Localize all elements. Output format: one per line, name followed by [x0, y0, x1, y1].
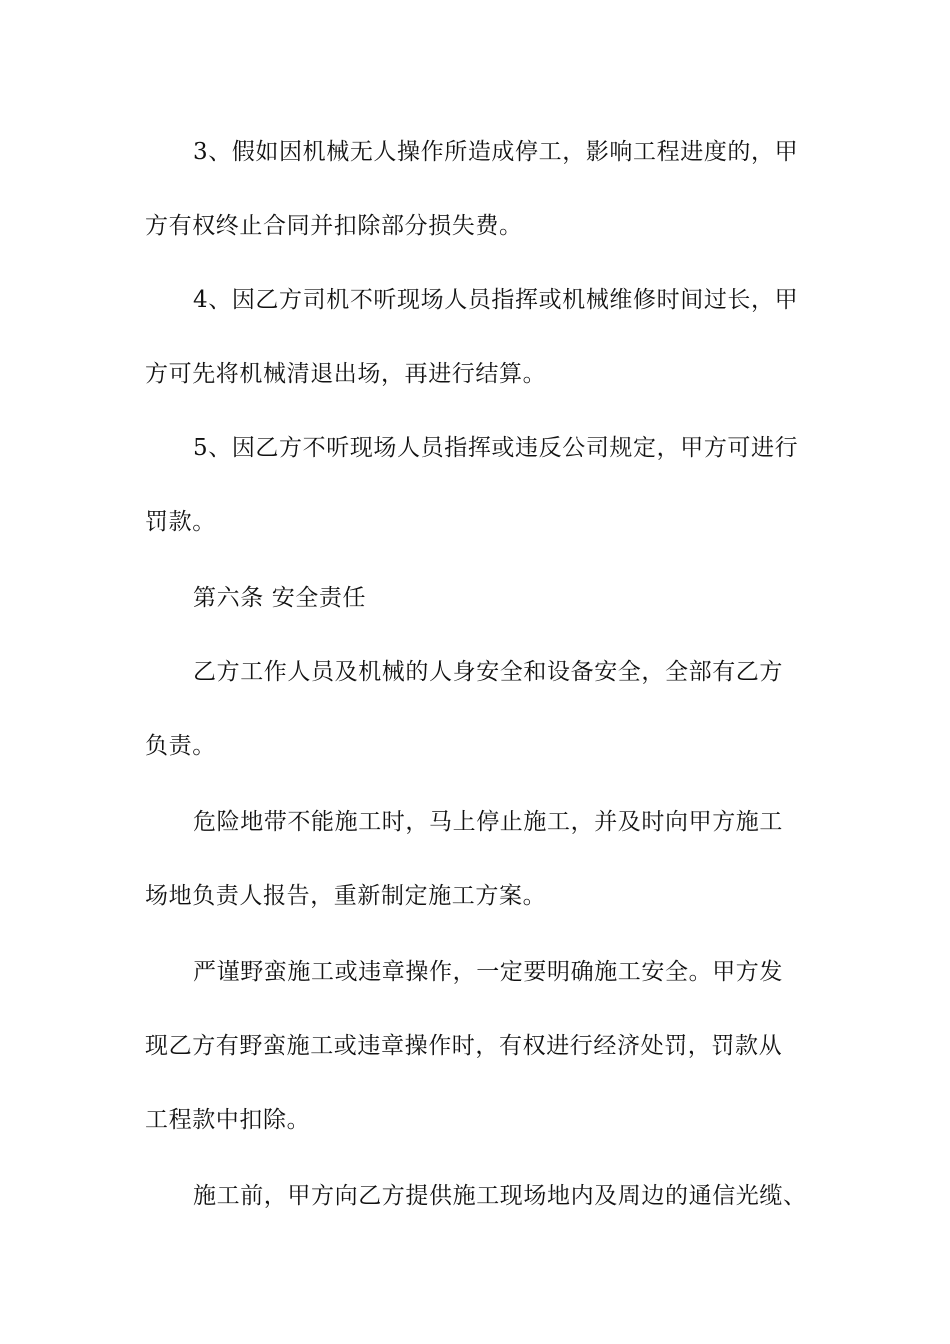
paragraph-line: 场地负责人报告，重新制定施工方案。: [145, 883, 547, 909]
paragraph-line: 严谨野蛮施工或违章操作，一定要明确施工安全。甲方发: [193, 959, 783, 985]
paragraph-line: 罚款。: [145, 509, 216, 535]
paragraph-line: 方可先将机械清退出场，再进行结算。: [145, 361, 547, 387]
paragraph-line: 施工前，甲方向乙方提供施工现场地内及周边的通信光缆、: [193, 1183, 807, 1209]
paragraph-line: 乙方工作人员及机械的人身安全和设备安全，全部有乙方: [193, 659, 783, 685]
paragraph-line: 负责。: [145, 733, 216, 759]
paragraph-line: 危险地带不能施工时，马上停止施工，并及时向甲方施工: [193, 809, 783, 835]
paragraph-line: 3、假如因机械无人操作所造成停工，影响工程进度的，甲: [193, 139, 799, 165]
paragraph-line: 方有权终止合同并扣除部分损失费。: [145, 213, 523, 239]
section-heading: 第六条 安全责任: [193, 585, 367, 611]
paragraph-line: 现乙方有野蛮施工或违章操作时，有权进行经济处罚，罚款从: [145, 1033, 783, 1059]
paragraph-line: 5、因乙方不听现场人员指挥或违反公司规定，甲方可进行: [193, 435, 799, 461]
paragraph-line: 工程款中扣除。: [145, 1107, 311, 1133]
paragraph-line: 4、因乙方司机不听现场人员指挥或机械维修时间过长，甲: [193, 287, 799, 313]
